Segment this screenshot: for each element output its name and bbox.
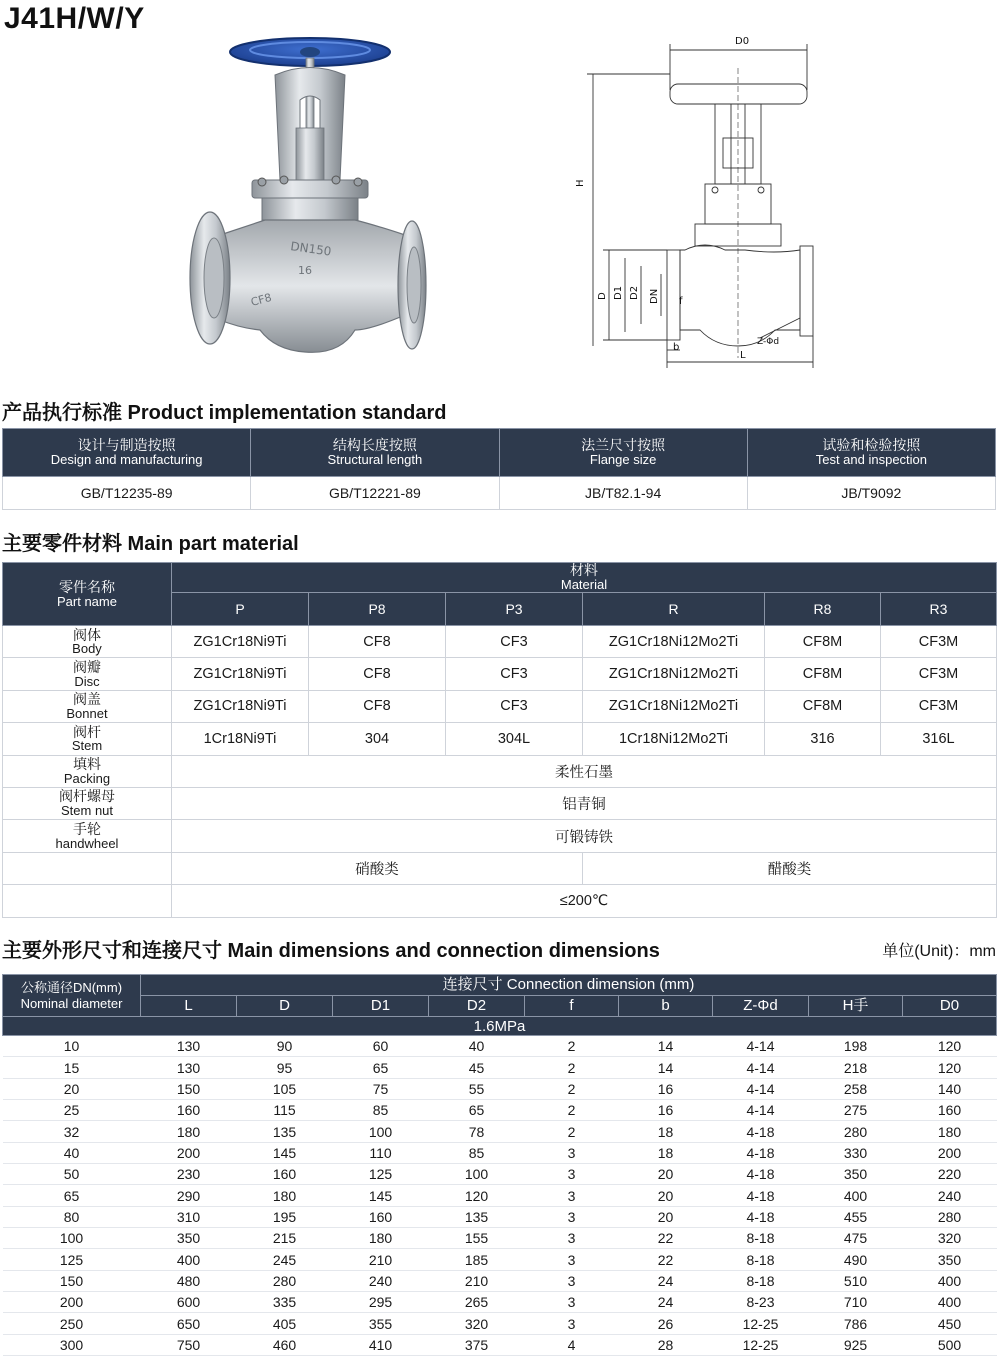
- dimension-cell: 100: [429, 1164, 525, 1185]
- label-f: f: [679, 296, 683, 307]
- nominal-diameter-cell: 125: [3, 1249, 141, 1270]
- dimension-cell: 4-18: [713, 1164, 809, 1185]
- table-row: [3, 1228, 997, 1249]
- table-row: [3, 755, 997, 787]
- dimension-column-header: Z-Φd: [713, 996, 809, 1017]
- nominal-diameter-cell: 300: [3, 1334, 141, 1355]
- dimension-cell: 8-18: [713, 1249, 809, 1270]
- material-cell: 1Cr18Ni12Mo2Ti: [583, 723, 765, 755]
- dimension-cell: 310: [141, 1206, 237, 1227]
- body-mark-size: DN150: [289, 239, 333, 259]
- grade-header: P3: [446, 593, 583, 626]
- material-cell: CF8: [309, 690, 446, 722]
- table-row: [3, 1142, 997, 1163]
- table-row: [3, 1334, 997, 1355]
- dimension-cell: 65: [429, 1100, 525, 1121]
- dimension-cell: 3: [525, 1164, 619, 1185]
- dimension-cell: 330: [809, 1142, 903, 1163]
- dimension-cell: 24: [619, 1270, 713, 1291]
- dimension-cell: 240: [903, 1185, 997, 1206]
- table-row: [3, 1270, 997, 1291]
- material-cell: CF8: [309, 626, 446, 658]
- material-cell: ZG1Cr18Ni9Ti: [172, 626, 309, 658]
- dimension-cell: 85: [429, 1142, 525, 1163]
- table-row: [3, 1121, 997, 1142]
- materials-table: [2, 562, 997, 918]
- dimension-cell: 460: [237, 1334, 333, 1355]
- empty-cell: [3, 885, 172, 917]
- table-row: [3, 1292, 997, 1313]
- material-cell: 可锻铸铁: [172, 820, 997, 852]
- dimension-cell: 400: [903, 1292, 997, 1313]
- std-header-test: 试验和检验按照 Test and inspection: [747, 429, 995, 477]
- dimension-cell: 160: [141, 1100, 237, 1121]
- nominal-diameter-cell: 20: [3, 1078, 141, 1099]
- dimension-cell: 18: [619, 1142, 713, 1163]
- dimension-cell: 280: [903, 1206, 997, 1227]
- dimension-cell: 20: [619, 1206, 713, 1227]
- dimension-cell: 145: [237, 1142, 333, 1163]
- table-row: [3, 1164, 997, 1185]
- table-row: [3, 1036, 997, 1057]
- model-title: J41H/W/Y: [4, 2, 145, 35]
- dimension-cell: 135: [429, 1206, 525, 1227]
- dimension-cell: 2: [525, 1057, 619, 1078]
- temperature-row: [3, 885, 997, 917]
- dimension-cell: 8-23: [713, 1292, 809, 1313]
- dimensions-title: 主要外形尺寸和连接尺寸 Main dimensions and connection dimensions: [2, 940, 660, 962]
- dimension-cell: 55: [429, 1078, 525, 1099]
- dimension-cell: 350: [141, 1228, 237, 1249]
- dimension-cell: 240: [333, 1270, 429, 1291]
- dimension-cell: 245: [237, 1249, 333, 1270]
- std-header-design: 设计与制造按照 Design and manufacturing: [3, 429, 251, 477]
- dimension-cell: 265: [429, 1292, 525, 1313]
- dimension-cell: 4-14: [713, 1036, 809, 1057]
- dimension-cell: 24: [619, 1292, 713, 1313]
- label-b: b: [673, 342, 680, 353]
- dimension-cell: 600: [141, 1292, 237, 1313]
- nominal-diameter-cell: 10: [3, 1036, 141, 1057]
- dimension-column-header: f: [525, 996, 619, 1017]
- dimension-cell: 320: [903, 1228, 997, 1249]
- material-cell: 304L: [446, 723, 583, 755]
- dimension-column-header: H手: [809, 996, 903, 1017]
- dimension-cell: 120: [429, 1185, 525, 1206]
- dimension-cell: 65: [333, 1057, 429, 1078]
- grade-header: R8: [765, 593, 881, 626]
- dimension-cell: 210: [429, 1270, 525, 1291]
- dimension-cell: 355: [333, 1313, 429, 1334]
- dimension-cell: 375: [429, 1334, 525, 1355]
- dimension-cell: 925: [809, 1334, 903, 1355]
- dimension-cell: 2: [525, 1078, 619, 1099]
- nominal-diameter-cell: 25: [3, 1100, 141, 1121]
- dimension-cell: 180: [237, 1185, 333, 1206]
- nominal-diameter-cell: 100: [3, 1228, 141, 1249]
- dimension-column-header: D0: [903, 996, 997, 1017]
- label-d2: D2: [629, 285, 640, 300]
- dimension-cell: 750: [141, 1334, 237, 1355]
- dimension-cell: 180: [333, 1228, 429, 1249]
- nominal-diameter-cell: 150: [3, 1270, 141, 1291]
- std-value-length: GB/T12221-89: [251, 477, 499, 510]
- dimension-cell: 4: [525, 1334, 619, 1355]
- dimension-column-header: D1: [333, 996, 429, 1017]
- dimension-column-header: b: [619, 996, 713, 1017]
- table-row: [3, 1078, 997, 1099]
- dimension-cell: 198: [809, 1036, 903, 1057]
- dimension-cell: 210: [333, 1249, 429, 1270]
- standards-table: [2, 428, 996, 510]
- dimension-cell: 230: [141, 1164, 237, 1185]
- unit-note: 单位(Unit)：mm: [882, 943, 996, 960]
- dimension-cell: 2: [525, 1100, 619, 1121]
- dimension-cell: 500: [903, 1334, 997, 1355]
- dimension-cell: 75: [333, 1078, 429, 1099]
- dimension-column-header: D: [237, 996, 333, 1017]
- dimension-cell: 26: [619, 1313, 713, 1334]
- label-d1: D1: [613, 285, 624, 300]
- dimension-cell: 130: [141, 1057, 237, 1078]
- part-name-header: 零件名称 Part name: [3, 563, 172, 626]
- dimension-cell: 145: [333, 1185, 429, 1206]
- table-row: [3, 1206, 997, 1227]
- dimension-cell: 20: [619, 1185, 713, 1206]
- label-d: D: [597, 292, 608, 300]
- dimension-cell: 160: [237, 1164, 333, 1185]
- material-cell: CF8: [309, 658, 446, 690]
- dimension-cell: 215: [237, 1228, 333, 1249]
- dimension-cell: 220: [903, 1164, 997, 1185]
- dimension-cell: 400: [903, 1270, 997, 1291]
- material-cell: ZG1Cr18Ni9Ti: [172, 658, 309, 690]
- material-header: 材料 Material: [172, 563, 997, 593]
- nominal-diameter-cell: 65: [3, 1185, 141, 1206]
- dimension-cell: 710: [809, 1292, 903, 1313]
- material-cell: ZG1Cr18Ni12Mo2Ti: [583, 690, 765, 722]
- dimension-cell: 12-25: [713, 1334, 809, 1355]
- table-row: [3, 1313, 997, 1334]
- material-cell: 316L: [881, 723, 997, 755]
- temperature-value: ≤200℃: [172, 885, 997, 917]
- media-row: [3, 852, 997, 884]
- dimension-cell: 8-18: [713, 1228, 809, 1249]
- dimension-cell: 160: [333, 1206, 429, 1227]
- label-h: H: [575, 179, 586, 187]
- material-cell: CF8M: [765, 626, 881, 658]
- dimension-cell: 4-14: [713, 1078, 809, 1099]
- table-row: [3, 723, 997, 755]
- body-mark-pressure: 16: [298, 264, 312, 277]
- dimension-cell: 3: [525, 1228, 619, 1249]
- dimension-cell: 350: [809, 1164, 903, 1185]
- dimension-cell: 450: [903, 1313, 997, 1334]
- dimension-cell: 135: [237, 1121, 333, 1142]
- dimension-cell: 3: [525, 1249, 619, 1270]
- dimension-cell: 22: [619, 1249, 713, 1270]
- table-row: [3, 626, 997, 658]
- dimension-cell: 100: [333, 1121, 429, 1142]
- material-cell: 316: [765, 723, 881, 755]
- dimension-cell: 3: [525, 1206, 619, 1227]
- dimension-cell: 480: [141, 1270, 237, 1291]
- media-left: 硝酸类: [172, 852, 583, 884]
- dimension-column-header: D2: [429, 996, 525, 1017]
- material-cell: CF8M: [765, 658, 881, 690]
- pressure-class: 1.6MPa: [3, 1017, 997, 1036]
- dimension-cell: 180: [903, 1121, 997, 1142]
- part-name-cell: 填料 Packing: [3, 755, 172, 787]
- std-value-design: GB/T12235-89: [3, 477, 251, 510]
- dimension-cell: 4-18: [713, 1206, 809, 1227]
- dimension-cell: 60: [333, 1036, 429, 1057]
- table-row: [3, 658, 997, 690]
- dimension-cell: 185: [429, 1249, 525, 1270]
- valve-body: [220, 220, 405, 352]
- std-value-flange: JB/T82.1-94: [499, 477, 747, 510]
- dimension-cell: 786: [809, 1313, 903, 1334]
- dimension-cell: 3: [525, 1270, 619, 1291]
- material-cell: ZG1Cr18Ni12Mo2Ti: [583, 626, 765, 658]
- dimension-cell: 200: [141, 1142, 237, 1163]
- label-l: L: [740, 350, 746, 361]
- dimension-cell: 120: [903, 1036, 997, 1057]
- material-cell: CF3: [446, 658, 583, 690]
- dimension-cell: 16: [619, 1100, 713, 1121]
- dimension-cell: 400: [809, 1185, 903, 1206]
- label-d0: D0: [735, 36, 750, 47]
- dimension-cell: 320: [429, 1313, 525, 1334]
- dimension-cell: 280: [809, 1121, 903, 1142]
- dimension-cell: 280: [237, 1270, 333, 1291]
- dimension-cell: 400: [141, 1249, 237, 1270]
- valve-photo: [180, 30, 430, 365]
- dimension-cell: 18: [619, 1121, 713, 1142]
- nominal-diameter-header: 公称通径DN(mm) Nominal diameter: [3, 975, 141, 1017]
- material-cell: 铝青铜: [172, 787, 997, 819]
- material-cell: CF3M: [881, 626, 997, 658]
- dimension-cell: 4-14: [713, 1057, 809, 1078]
- dimension-cell: 140: [903, 1078, 997, 1099]
- dimension-cell: 2: [525, 1121, 619, 1142]
- grade-header: P: [172, 593, 309, 626]
- dimension-cell: 200: [903, 1142, 997, 1163]
- dimension-cell: 20: [619, 1164, 713, 1185]
- dimension-cell: 95: [237, 1057, 333, 1078]
- nominal-diameter-cell: 40: [3, 1142, 141, 1163]
- dimension-cell: 150: [141, 1078, 237, 1099]
- dimension-cell: 12-25: [713, 1313, 809, 1334]
- material-cell: ZG1Cr18Ni9Ti: [172, 690, 309, 722]
- table-row: [3, 1100, 997, 1121]
- material-cell: CF3: [446, 626, 583, 658]
- label-dn: DN: [649, 288, 660, 304]
- dimension-cell: 295: [333, 1292, 429, 1313]
- dimension-cell: 180: [141, 1121, 237, 1142]
- part-name-cell: 阀体 Body: [3, 626, 172, 658]
- table-row: [3, 787, 997, 819]
- dimension-cell: 85: [333, 1100, 429, 1121]
- material-cell: CF8M: [765, 690, 881, 722]
- std-header-length: 结构长度按照 Structural length: [251, 429, 499, 477]
- label-z: Z-Φd: [757, 337, 780, 347]
- material-cell: 1Cr18Ni9Ti: [172, 723, 309, 755]
- grade-header: P8: [309, 593, 446, 626]
- table-row: [3, 1057, 997, 1078]
- dimension-cell: 410: [333, 1334, 429, 1355]
- part-name-cell: 阀杆 Stem: [3, 723, 172, 755]
- body-mark-material: CF8: [249, 290, 274, 309]
- material-cell: 304: [309, 723, 446, 755]
- dimension-cell: 78: [429, 1121, 525, 1142]
- part-name-cell: 阀杆螺母 Stem nut: [3, 787, 172, 819]
- dimension-column-header: L: [141, 996, 237, 1017]
- dimension-cell: 290: [141, 1185, 237, 1206]
- dimension-cell: 3: [525, 1142, 619, 1163]
- table-row: [3, 1249, 997, 1270]
- materials-title: 主要零件材料 Main part material: [2, 533, 299, 555]
- dimension-cell: 275: [809, 1100, 903, 1121]
- material-cell: 柔性石墨: [172, 755, 997, 787]
- dimension-cell: 14: [619, 1057, 713, 1078]
- dimension-cell: 120: [903, 1057, 997, 1078]
- dimension-cell: 475: [809, 1228, 903, 1249]
- dimension-cell: 455: [809, 1206, 903, 1227]
- standards-title: 产品执行标准 Product implementation standard: [2, 402, 447, 424]
- material-cell: ZG1Cr18Ni12Mo2Ti: [583, 658, 765, 690]
- part-name-cell: 手轮 handwheel: [3, 820, 172, 852]
- material-cell: CF3M: [881, 690, 997, 722]
- dimension-cell: 335: [237, 1292, 333, 1313]
- dimension-cell: 350: [903, 1249, 997, 1270]
- grade-header: R3: [881, 593, 997, 626]
- nominal-diameter-cell: 32: [3, 1121, 141, 1142]
- dimension-cell: 4-18: [713, 1121, 809, 1142]
- dimension-cell: 40: [429, 1036, 525, 1057]
- dimension-cell: 14: [619, 1036, 713, 1057]
- dimension-cell: 3: [525, 1185, 619, 1206]
- material-cell: CF3M: [881, 658, 997, 690]
- dimension-cell: 650: [141, 1313, 237, 1334]
- nominal-diameter-cell: 50: [3, 1164, 141, 1185]
- dimension-cell: 3: [525, 1313, 619, 1334]
- dimensions-table: [2, 974, 997, 1356]
- dimension-cell: 22: [619, 1228, 713, 1249]
- nominal-diameter-cell: 80: [3, 1206, 141, 1227]
- nominal-diameter-cell: 15: [3, 1057, 141, 1078]
- material-cell: CF3: [446, 690, 583, 722]
- dimension-cell: 155: [429, 1228, 525, 1249]
- nominal-diameter-cell: 200: [3, 1292, 141, 1313]
- valve-dimension-drawing: [575, 28, 830, 373]
- dimension-cell: 195: [237, 1206, 333, 1227]
- bonnet-flange: [252, 180, 368, 198]
- dimension-cell: 2: [525, 1036, 619, 1057]
- std-header-flange: 法兰尺寸按照 Flange size: [499, 429, 747, 477]
- dimension-cell: 405: [237, 1313, 333, 1334]
- table-row: [3, 690, 997, 722]
- dimension-cell: 105: [237, 1078, 333, 1099]
- dimension-cell: 110: [333, 1142, 429, 1163]
- connection-dimension-header: 连接尺寸 Connection dimension (mm): [141, 975, 997, 996]
- dimension-cell: 510: [809, 1270, 903, 1291]
- dimension-cell: 258: [809, 1078, 903, 1099]
- dimension-cell: 218: [809, 1057, 903, 1078]
- dimension-cell: 16: [619, 1078, 713, 1099]
- dimension-cell: 8-18: [713, 1270, 809, 1291]
- media-right: 醋酸类: [583, 852, 997, 884]
- part-name-cell: 阀瓣 Disc: [3, 658, 172, 690]
- dimension-cell: 125: [333, 1164, 429, 1185]
- dimension-cell: 4-18: [713, 1142, 809, 1163]
- nominal-diameter-cell: 250: [3, 1313, 141, 1334]
- dimension-cell: 45: [429, 1057, 525, 1078]
- dimension-cell: 115: [237, 1100, 333, 1121]
- table-row: [3, 1185, 997, 1206]
- grade-header: R: [583, 593, 765, 626]
- std-value-test: JB/T9092: [747, 477, 995, 510]
- dimension-cell: 4-14: [713, 1100, 809, 1121]
- dimension-cell: 130: [141, 1036, 237, 1057]
- dimension-cell: 4-18: [713, 1185, 809, 1206]
- table-row: [3, 820, 997, 852]
- dimension-cell: 28: [619, 1334, 713, 1355]
- empty-cell: [3, 852, 172, 884]
- dimension-cell: 490: [809, 1249, 903, 1270]
- dimension-cell: 160: [903, 1100, 997, 1121]
- dimension-cell: 3: [525, 1292, 619, 1313]
- table-row: [3, 477, 996, 510]
- part-name-cell: 阀盖 Bonnet: [3, 690, 172, 722]
- dimension-cell: 90: [237, 1036, 333, 1057]
